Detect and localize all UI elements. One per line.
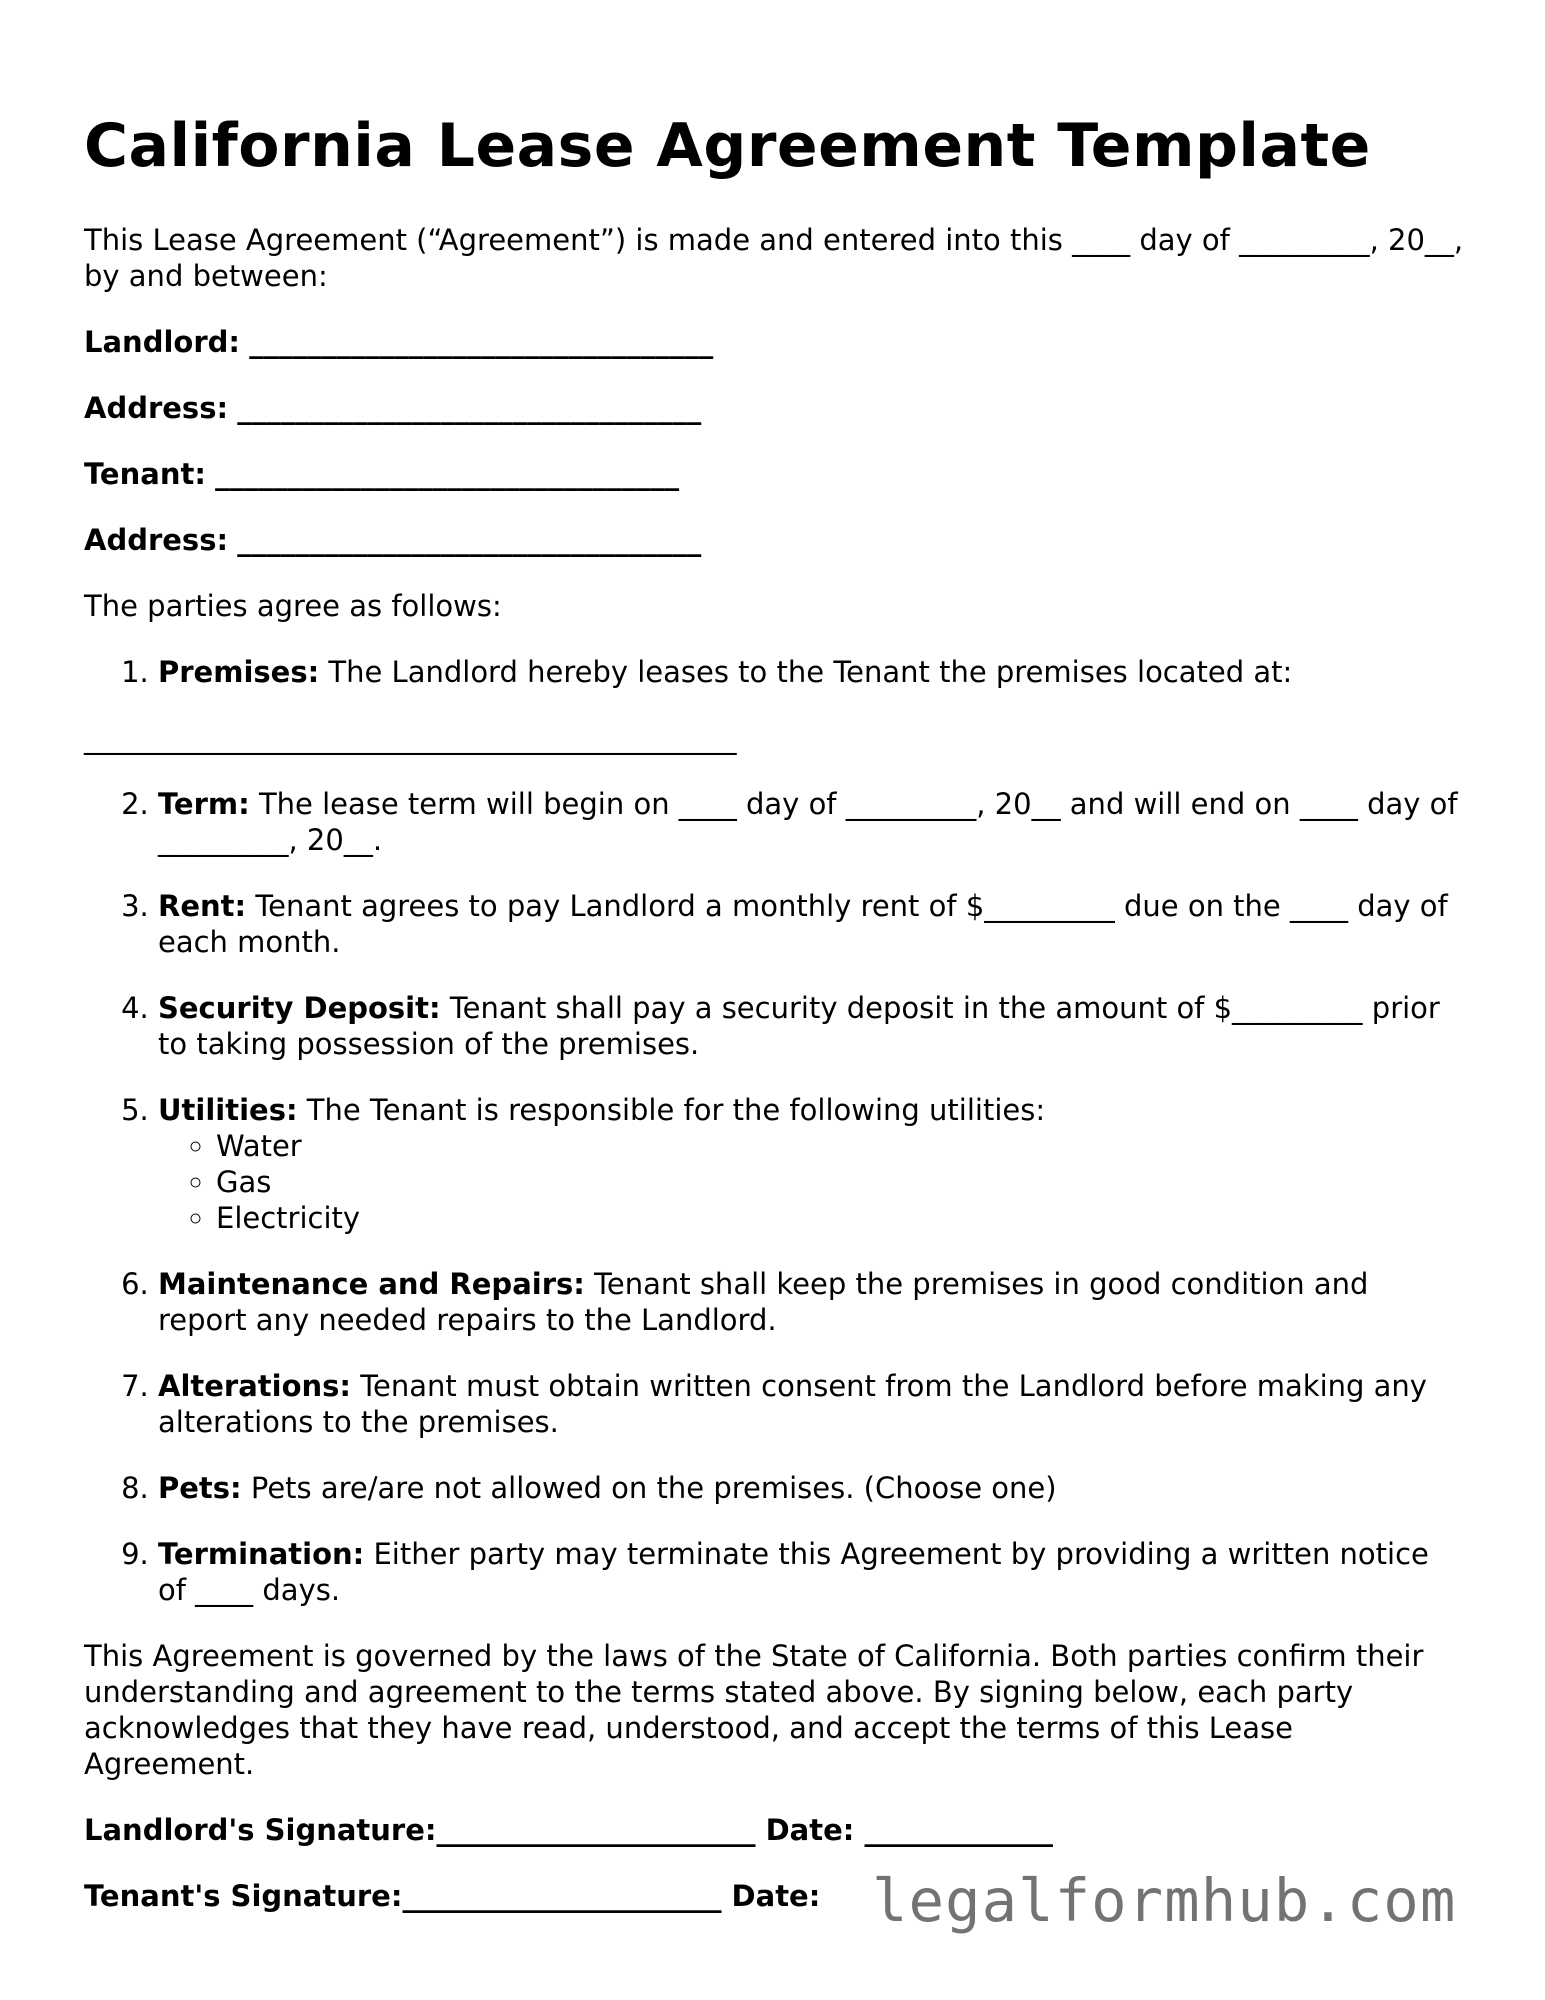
- landlord-date-blank: _____________: [864, 1813, 1053, 1847]
- term-utilities: [158, 1092, 1464, 1236]
- tenant-date-label: Date:: [731, 1879, 821, 1913]
- terms-list: [84, 654, 1464, 1608]
- term-text: The Landlord hereby leases to the Tenant the premises located at:: [328, 655, 1293, 689]
- tenant-address-label: Address:: [84, 523, 229, 557]
- term-title: Alterations:: [158, 1369, 352, 1403]
- term-rent: [158, 888, 1464, 960]
- utilities-list: [158, 1128, 1464, 1236]
- landlord-signature-label: Landlord's Signature:: [84, 1813, 437, 1847]
- tenant-blank: ________________________________: [215, 457, 680, 491]
- term-title: Termination:: [158, 1537, 365, 1571]
- intro-paragraph: This Lease Agreement (“Agreement”) is made and entered into this ____ day of _________, 20__, by and between:: [84, 223, 1464, 293]
- landlord-date-label: Date:: [765, 1813, 855, 1847]
- tenant-signature-blank: ______________________: [402, 1879, 722, 1913]
- landlord-address-label: Address:: [84, 391, 229, 425]
- term-title: Premises:: [158, 655, 320, 689]
- term-text: Tenant must obtain written consent from the Landlord before making any alterations to the premises.: [158, 1369, 1427, 1439]
- governing-paragraph: This Agreement is governed by the laws of the State of California. Both parties confirm their understanding and agreement to the terms stated above. By signing below, each party acknowledges that they have read, understood, and accept the terms of this Lease Agreement.: [84, 1639, 1424, 1781]
- landlord-address-field: [84, 390, 1464, 426]
- term-title: Utilities:: [158, 1093, 298, 1127]
- term-text: Either party may terminate this Agreement by providing a written notice of ____ days.: [158, 1537, 1429, 1607]
- landlord-field: [84, 324, 1464, 360]
- term-text: Pets are/are not allowed on the premises. (Choose one): [250, 1471, 1057, 1505]
- tenant-field: [84, 456, 1464, 492]
- tenant-label: Tenant:: [84, 457, 206, 491]
- landlord-address-blank: ________________________________: [237, 391, 702, 425]
- term-maintenance: [158, 1266, 1464, 1338]
- landlord-signature-blank: ______________________: [436, 1813, 756, 1847]
- term-text: Tenant shall pay a security deposit in the amount of $_________ prior to taking possession of the premises.: [158, 991, 1440, 1061]
- term-text: Tenant agrees to pay Landlord a monthly rent of $_________ due on the ____ day of each month.: [158, 889, 1448, 959]
- term-pets: [158, 1470, 1464, 1506]
- term-title: Term:: [158, 787, 250, 821]
- term-alterations: [158, 1368, 1464, 1440]
- term-text: The Tenant is responsible for the following utilities:: [306, 1093, 1046, 1127]
- term-termination: [158, 1536, 1464, 1608]
- term-premises: [84, 654, 1464, 756]
- term-title: Pets:: [158, 1471, 242, 1505]
- term-title: Rent:: [158, 889, 247, 923]
- tenant-signature-label: Tenant's Signature:: [84, 1879, 403, 1913]
- term-text: Tenant shall keep the premises in good condition and report any needed repairs to the Landlord.: [158, 1267, 1369, 1337]
- term-term: [158, 786, 1464, 858]
- tenant-address-blank: ________________________________: [237, 523, 702, 557]
- term-title: Security Deposit:: [158, 991, 441, 1025]
- landlord-blank: ________________________________: [249, 325, 714, 359]
- utility-item: ◦ Water: [216, 1128, 1464, 1164]
- term-security-deposit: [158, 990, 1464, 1062]
- landlord-label: Landlord:: [84, 325, 240, 359]
- watermark-text: legalformhub.com: [872, 1866, 1457, 1935]
- document-title: California Lease Agreement Template: [84, 111, 1371, 181]
- utility-item: ◦ Electricity: [216, 1200, 1464, 1236]
- utility-item: ◦ Gas: [216, 1164, 1464, 1200]
- tenant-address-field: [84, 522, 1464, 558]
- premises-address-blank: _____________________________________________: [84, 721, 737, 755]
- term-text: The lease term will begin on ____ day of _________, 20__ and will end on ____ day of _________, 20__.: [158, 787, 1458, 857]
- term-title: Maintenance and Repairs:: [158, 1267, 585, 1301]
- agree-intro: The parties agree as follows:: [84, 589, 502, 623]
- lease-document: [84, 108, 1464, 1944]
- landlord-signature-line: [84, 1812, 1464, 1848]
